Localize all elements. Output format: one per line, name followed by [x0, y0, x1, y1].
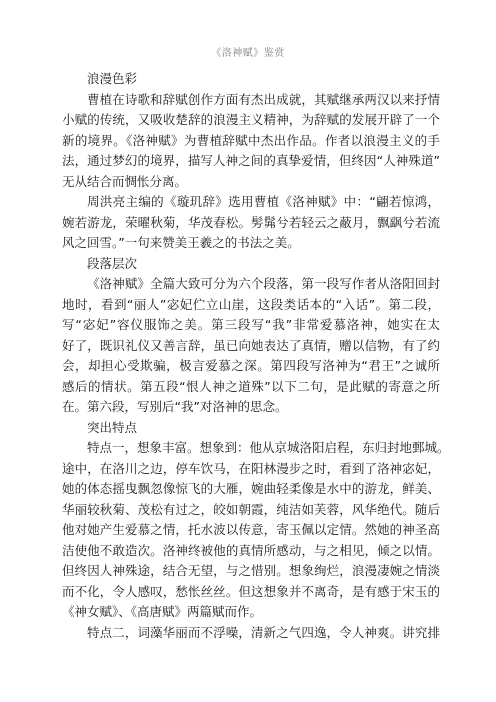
text-line: 风之回雪。”一句来赞美王羲之的书法之美。 — [62, 235, 300, 250]
paragraph — [62, 192, 440, 254]
text-line: 特点一，想象丰富。想象到：他从京城洛阳启程，东归封地鄄城。 — [87, 440, 450, 455]
text-line: 周洪亮主编的《璇玑辞》选用曹植《洛神赋》中：“翩若惊鸿， — [87, 194, 440, 209]
text-line: 地时，看到“丽人”宓妃伫立山崖，这段类话本的“入话”。第二段， — [62, 296, 440, 312]
paragraph — [62, 274, 440, 418]
page-header-title: 《洛神赋》鉴赏 — [211, 48, 285, 59]
section-heading-romantic: 浪漫色彩 — [87, 71, 138, 86]
document-body — [62, 69, 450, 643]
text-line: 途中，在洛川之边，停车饮马，在阳林漫步之时，看到了洛神宓妃， — [62, 460, 440, 476]
text-line: 《洛神赋》全篇大致可分为六个段落，第一段写作者从洛阳回封 — [87, 276, 440, 291]
text-line: 他对她产生爱慕之情，托水波以传意，寄玉佩以定情。然她的神圣高 — [62, 522, 440, 537]
text-line: 而不化，令人感叹，愁怅丝丝。但这想象并不离奇，是有感于宋玉的 — [62, 583, 440, 599]
text-line: 但终因人神殊途，结合无望，与之惜别。想象绚烂，浪漫凄婉之情淡 — [62, 563, 440, 578]
text-line: 婉若游龙，荣曜秋菊，华茂春松。髣髴兮若轻云之蔽月，飘飖兮若流 — [62, 214, 440, 230]
section-heading-features: 突出特点 — [87, 419, 138, 435]
text-line: 新的境界。《洛神赋》为曹植辞赋中杰出作品。作者以浪漫主义的手 — [62, 132, 440, 148]
text-line: 在。第六段，写别后“我”对洛神的思念。 — [62, 399, 288, 414]
text-line: 她的体态摇曳飘忽像惊飞的大雁，婉曲轻柔像是水中的游龙，鲜美、 — [62, 481, 440, 496]
text-line: 好了，既识礼仪又善言辞，虽已向她表达了真情，赠以信物，有了约 — [62, 337, 440, 353]
section-heading-structure: 段落层次 — [87, 255, 138, 271]
text-line: 无从结合而惆怅分离。 — [62, 173, 188, 189]
text-line: 特点二，词藻华丽而不浮噪，清新之气四逸，令人神爽。讲究排 — [87, 624, 440, 640]
text-line: 洁使他不敢造次。洛神终被他的真情所感动，与之相见，倾之以情。 — [62, 542, 440, 558]
text-line: 小赋的传统，又吸收楚辞的浪漫主义精神，为辞赋的发展开辟了一个 — [62, 112, 440, 127]
text-line: 法，通过梦幻的境界，描写人神之间的真挚爱情，但终因“人神殊道” — [62, 153, 440, 168]
paragraph — [62, 90, 440, 193]
text-line: 感后的情状。第五段“恨人神之道殊”以下二句，是此赋的寄意之所 — [62, 378, 440, 394]
text-line: 华丽较秋菊、茂松有过之，皎如朝霞，纯洁如芙蓉，风华绝代。随后 — [62, 501, 440, 517]
text-line: 会，却担心受欺骗，极言爱慕之深。第四段写洛神为“君王”之诚所 — [62, 358, 440, 373]
paragraph — [62, 438, 450, 623]
text-line: 《神女赋》、《高唐赋》两篇赋而作。 — [62, 604, 263, 619]
text-line: 写“宓妃”容仪服饰之美。第三段写“我”非常爱慕洛神，她实在太 — [62, 317, 440, 332]
text-line: 曹植在诗歌和辞赋创作方面有杰出成就，其赋继承两汉以来抒情 — [87, 91, 440, 107]
paragraph — [62, 623, 440, 644]
